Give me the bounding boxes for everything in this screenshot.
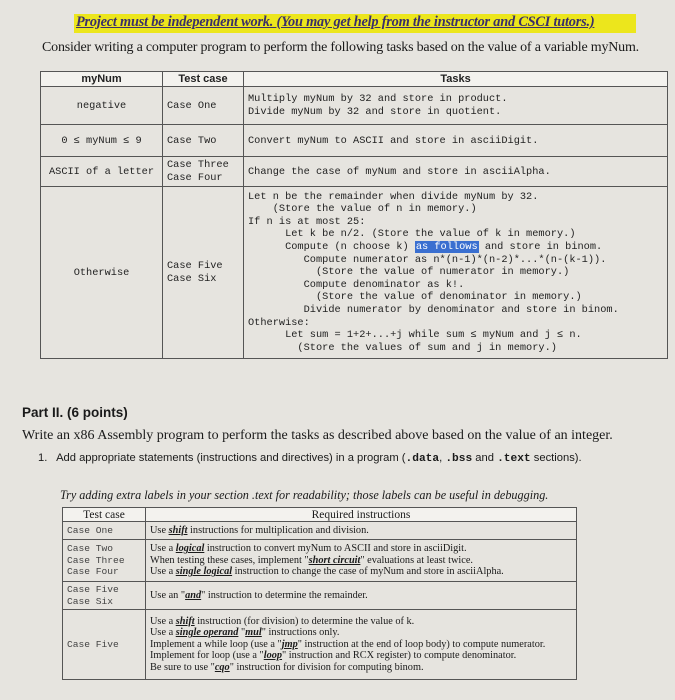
req-keyword: jmp [281, 638, 298, 650]
req-text: Implement for loop (use a " [150, 650, 264, 662]
table-header-row [63, 508, 577, 522]
req-text: " instruction to determine the remainder. [201, 589, 368, 601]
req-keyword: shift [168, 524, 188, 536]
task-text: Compute (n choose k) [248, 241, 415, 254]
cond-cell: negative [41, 87, 163, 125]
header-tasks: Tasks [244, 72, 668, 87]
req-text: Use a [150, 615, 176, 627]
req-keyword: short circuit [308, 554, 361, 566]
req-text: Be sure to use " [150, 661, 215, 673]
case-cell: Case One [163, 87, 244, 125]
intro-text: Consider writing a computer program to perform the following tasks based on the value of a variable myNum. [42, 40, 639, 55]
list-item [38, 452, 582, 465]
table-row [41, 157, 668, 187]
task-line: Let sum = 1+2+...+j while sum ≤ myNum and j ≤ n. [248, 329, 582, 342]
case-cell: Case One [63, 522, 146, 540]
case-cell [63, 582, 146, 610]
case-line: Case Five [67, 584, 119, 595]
item-text: and [472, 452, 498, 464]
requirement-cell [146, 582, 577, 610]
part-heading: Part II. (6 points) [22, 405, 128, 420]
req-keyword: loop [263, 650, 283, 662]
req-text: " instructions only. [261, 627, 340, 639]
req-text: " evaluations at least twice. [360, 554, 473, 566]
req-line [150, 662, 572, 674]
req-keyword: mul [245, 627, 262, 639]
req-text: When testing these cases, implement " [150, 554, 309, 566]
task-line: Otherwise: [248, 316, 310, 329]
header-test-case: Test case [63, 508, 146, 522]
req-text: instruction to convert myNum to ASCII and store in asciiDigit. [204, 543, 467, 555]
part-instructions: Write an x86 Assembly program to perform the tasks as described above based on the value of an integer. [22, 428, 613, 443]
table-row [63, 540, 577, 582]
case-cell: Case Five [63, 610, 146, 680]
req-line [150, 616, 572, 628]
case-cell [163, 187, 244, 359]
case-line: Case Six [67, 595, 114, 607]
req-line [150, 543, 572, 555]
task-line: (Store the values of sum and j in memory.) [248, 341, 557, 354]
task-cell [244, 187, 668, 359]
task-line: Divide numerator by denominator and store in binom. [248, 303, 619, 316]
req-text: " instruction for division for computing binom. [229, 661, 424, 673]
req-text: " instruction and RCX register) to compute denominator. [282, 650, 517, 662]
case-line: Case Five [167, 259, 223, 272]
req-text: instruction (for division) to determine the value of k. [194, 615, 415, 627]
req-line [150, 639, 572, 651]
case-line: Case Three [67, 554, 125, 566]
case-line: Case Six [167, 272, 217, 285]
req-line [150, 555, 572, 567]
requirements-table [62, 507, 577, 680]
req-text: " [238, 627, 246, 639]
req-keyword: cqo [214, 661, 230, 673]
cond-cell: 0 ≤ myNum ≤ 9 [41, 125, 163, 157]
case-line: Case Three [167, 158, 229, 171]
task-line: (Store the value of denominator in memory.) [248, 291, 582, 304]
cond-cell: ASCII of a letter [41, 157, 163, 187]
item-text: sections). [530, 452, 582, 464]
req-text: Use a [150, 566, 176, 578]
requirement-cell [146, 610, 577, 680]
case-cell [63, 540, 146, 582]
header-mynum: myNum [41, 72, 163, 87]
case-cell: Case Two [163, 125, 244, 157]
req-text: instruction to change the case of myNum and store in asciiAlpha. [232, 566, 504, 578]
req-text: Use a [150, 627, 176, 639]
req-text: " instruction at the end of loop body) to compute numerator. [297, 638, 546, 650]
task-line: Let k be n/2. (Store the value of k in memory.) [248, 228, 576, 241]
task-line: (Store the value of n in memory.) [248, 203, 477, 216]
table-row [63, 582, 577, 610]
requirement-cell [146, 522, 577, 540]
case-line: Case Two [67, 543, 114, 555]
req-text: Use [150, 524, 169, 536]
section-data: .data [405, 453, 440, 465]
case-line: Case Four [67, 566, 119, 578]
tasks-table [40, 71, 668, 359]
task-line: Multiply myNum by 32 and store in product. [248, 92, 508, 105]
task-line: Let n be the remainder when divide myNum by 32. [248, 190, 539, 203]
hint-text: Try adding extra labels in your section .text for readability; those labels can be useful in debugging. [60, 488, 549, 502]
req-text: Implement a while loop (use a " [150, 638, 282, 650]
table-header-row [41, 72, 668, 87]
req-line [150, 627, 572, 639]
req-keyword: single logical [175, 566, 233, 578]
task-line [248, 241, 663, 254]
task-cell [244, 87, 668, 125]
req-keyword: logical [175, 543, 205, 555]
req-line [150, 650, 572, 662]
task-cell: Change the case of myNum and store in asciiAlpha. [244, 157, 668, 187]
item-text: Add appropriate statements (instructions and directives) in a program ( [56, 452, 406, 464]
requirement-cell [146, 540, 577, 582]
case-cell [163, 157, 244, 187]
req-keyword: single operand [175, 627, 239, 639]
section-text: .text [497, 453, 531, 465]
case-line: Case Four [167, 171, 223, 184]
table-row [63, 610, 577, 680]
cond-cell: Otherwise [41, 187, 163, 359]
item-text: , [439, 452, 446, 464]
req-text: instructions for multiplication and division. [187, 524, 369, 536]
task-line: (Store the value of numerator in memory.) [248, 266, 570, 279]
task-line: Divide myNum by 32 and store in quotient. [248, 105, 502, 118]
task-line: Compute numerator as n*(n-1)*(n-2)*...*(n-(k-1)). [248, 253, 607, 266]
req-keyword: shift [175, 615, 195, 627]
req-line [150, 566, 572, 578]
table-row [41, 87, 668, 125]
highlighted-text: as follows [415, 241, 478, 254]
table-row [63, 522, 577, 540]
task-line: Compute denominator as k!. [248, 278, 465, 291]
task-line: If n is at most 25: [248, 215, 366, 228]
header-required: Required instructions [146, 508, 577, 522]
table-row [41, 125, 668, 157]
req-text: Use an " [150, 589, 186, 601]
table-row [41, 187, 668, 359]
req-text: Use a [150, 543, 176, 555]
task-text: and store in binom. [478, 241, 603, 254]
page-title: Project must be independent work. (You may get help from the instructor and CSCI tutors.) [76, 14, 595, 30]
task-cell: Convert myNum to ASCII and store in asciiDigit. [244, 125, 668, 157]
header-test-case: Test case [163, 72, 244, 87]
list-number: 1. [38, 452, 48, 464]
req-keyword: and [185, 589, 202, 601]
section-bss: .bss [445, 453, 473, 465]
